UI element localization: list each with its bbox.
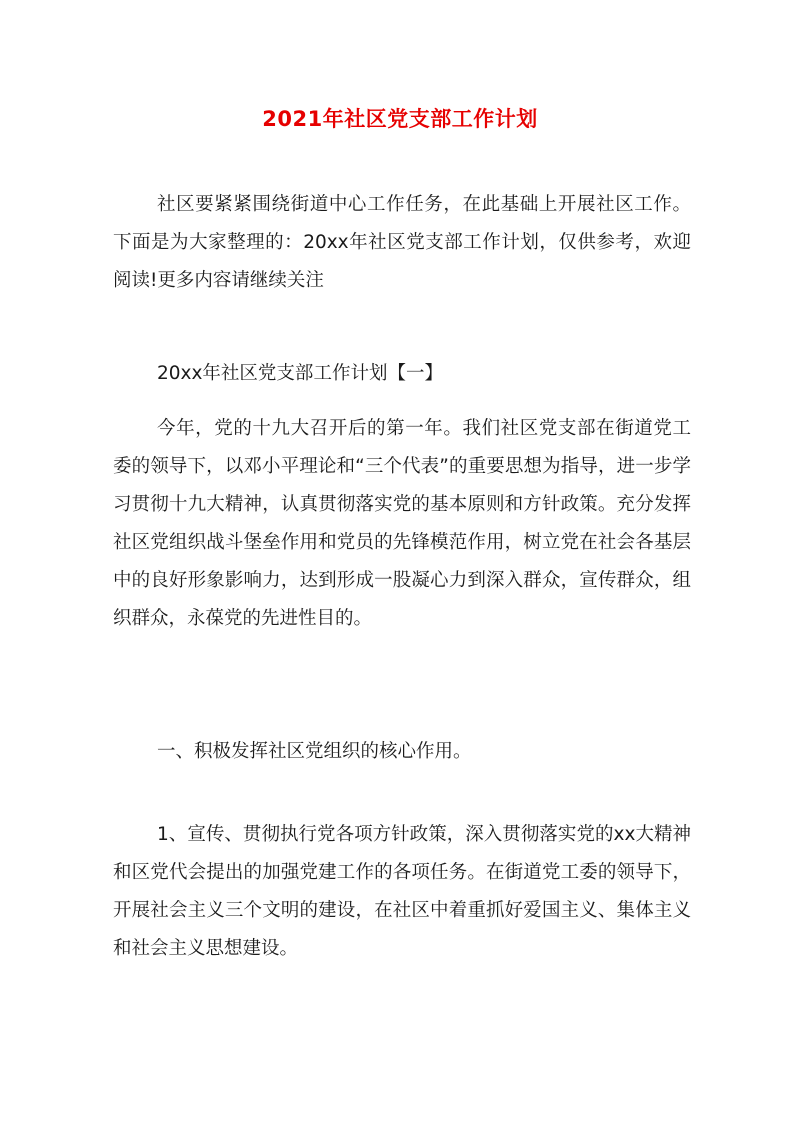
body-paragraph: 今年，党的十九大召开后的第一年。我们社区党支部在街道党工委的领导下，以邓小平理论和“三个代表”的重要思想为指导，进一步学习贯彻十九大精神，认真贯彻落实党的基本原则和方针政策。充分发挥社区党组织战斗堡垒作用和党员的先锋模范作用，树立党在社会各基层中的良好形象影响力，达到形成一股凝心力到深入群众，宣传群众，组织群众，永葆党的先进性目的。 (113, 418, 691, 629)
document-title: 2021年社区党支部工作计划 (262, 107, 538, 131)
subsection-heading: 一、积极发挥社区党组织的核心作用。 (157, 741, 472, 762)
intro-paragraph: 社区要紧紧围绕街道中心工作任务，在此基础上开展社区工作。下面是为大家整理的：20xx年社区党支部工作计划，仅供参考，欢迎阅读!更多内容请继续关注 (113, 194, 691, 291)
body-paragraph: 1、宣传、贯彻执行党各项方针政策，深入贯彻落实党的xx大精神和区党代会提出的加强党建工作的各项任务。在街道党工委的领导下，开展社会主义三个文明的建设，在社区中着重抓好爱国主义、集体主义和社会主义思想建设。 (113, 824, 691, 959)
section-heading: 20xx年社区党支部工作计划【一】 (157, 363, 443, 384)
